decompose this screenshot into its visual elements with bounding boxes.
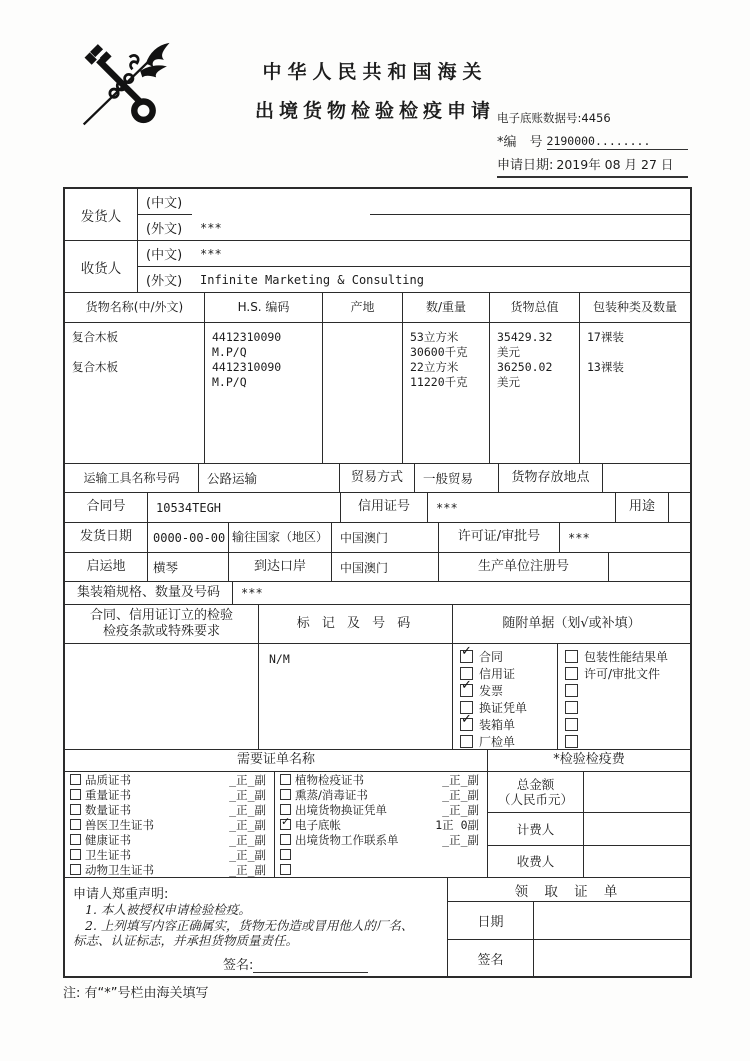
fee-calc-value [584, 813, 690, 845]
trade-mode-label: 贸易方式 [339, 464, 414, 492]
foreign-name-label: (外文) [146, 222, 183, 237]
checkbox-icon [280, 834, 291, 845]
form-title: 出境货物检验检疫申请 [254, 100, 495, 122]
cert-label: 出境货物换证凭单 [295, 802, 387, 817]
cert-line [65, 832, 274, 847]
checkbox-mark: ✓ [281, 815, 291, 828]
producer-reg-label: 生产单位注册号 [438, 553, 608, 581]
doc-option [565, 699, 690, 716]
checkbox-icon [70, 834, 81, 845]
use-label: 用途 [615, 493, 668, 522]
doc-option-label: 许可/审批文件 [584, 667, 661, 681]
doc-option [565, 665, 690, 682]
checkbox-icon [280, 849, 291, 860]
cert-line [65, 787, 274, 802]
checkbox-icon [70, 849, 81, 860]
marks-header: 标 记 及 号 码 [258, 605, 452, 643]
terms-header-line2: 检疫条款或特殊要求 [102, 624, 220, 639]
destination-label: 输往国家（地区） [228, 523, 331, 552]
cert-label: 熏蒸/消毒证书 [295, 787, 368, 802]
cert-label: 动物卫生证书 [85, 862, 154, 877]
checkbox-icon [70, 804, 81, 815]
consignor-label: 发货人 [80, 208, 122, 225]
cert-line [275, 787, 487, 802]
goods-col-header-origin: 产地 [322, 293, 402, 322]
cert-section-header [65, 749, 690, 771]
goods-qty-column [402, 323, 489, 463]
origin-place-label: 启运地 [86, 558, 126, 574]
goods-origin-column [322, 323, 402, 463]
cert-counts: _正_副 [442, 787, 479, 802]
receive-cert-cell [447, 878, 690, 976]
fee-total-label [488, 772, 584, 812]
receive-date-value [534, 902, 690, 939]
cert-line [275, 847, 487, 862]
currency: 美元 [497, 345, 520, 359]
departure-row [65, 552, 690, 581]
goods-col-header-hs: H.S. 编码 [204, 293, 322, 322]
blank-line [65, 345, 204, 360]
checkbox-mark: ✓ [461, 678, 472, 693]
trade-mode-value: 一般贸易 [414, 464, 498, 492]
doc-option [565, 733, 690, 749]
doc-option [460, 699, 557, 716]
packing: 13裸装 [587, 360, 624, 374]
goods-table-header [65, 292, 690, 322]
terms-header-line1: 合同、信用证订立的检验 [89, 607, 233, 623]
cert-line [275, 772, 487, 787]
goods-col-header-pack: 包装种类及数量 [579, 293, 690, 322]
vehicle-value: 公路运输 [198, 464, 339, 492]
doc-option-label: 发票 [479, 684, 504, 698]
goods-col-header-qty: 数/重量 [402, 293, 489, 322]
declaration-cell [65, 878, 447, 976]
hs-code: 4412310090 [212, 330, 282, 344]
attached-docs-col2 [557, 644, 690, 749]
cert-line [275, 817, 487, 832]
application-date-label: 申请日期: [497, 158, 554, 173]
cert-label: 出境货物工作联系单 [295, 832, 399, 847]
fee-total-label-line2: （人民币元） [497, 792, 573, 807]
destination-value: 中国澳门 [331, 523, 438, 552]
cert-counts: _正_副 [229, 832, 266, 847]
doc-option [460, 644, 557, 665]
checkbox-icon [280, 864, 291, 875]
fee-total-row [488, 772, 690, 812]
container-row [65, 581, 690, 604]
header-right-block [497, 110, 688, 178]
arrival-port-value: 中国澳门 [331, 553, 438, 581]
cert-label: 品质证书 [85, 772, 131, 787]
quantity-volume: 22立方米 [410, 360, 459, 374]
checkbox-icon [280, 789, 291, 800]
goods-value-column [489, 323, 579, 463]
chinese-name-label: (中文) [146, 196, 183, 211]
attached-docs-cell [452, 644, 690, 749]
goods-col-header-name: 货物名称(中/外文) [85, 300, 184, 314]
checkbox-icon [565, 667, 578, 680]
serial-field [497, 131, 688, 150]
cert-line [65, 862, 274, 877]
checkbox-icon [460, 712, 473, 731]
consignee-cn-value: *** [200, 246, 222, 261]
consignee-cn-row [138, 241, 690, 266]
quantity-volume: 53立方米 [410, 330, 459, 344]
cert-counts: _正_副 [229, 802, 266, 817]
cert-line [275, 832, 487, 847]
contract-label: 合同号 [86, 499, 126, 515]
marks-section-header [65, 604, 690, 643]
storage-label: 货物存放地点 [498, 464, 602, 492]
doc-option [565, 716, 690, 733]
marks-section-body [65, 643, 690, 749]
ship-date-label: 发货日期 [79, 529, 132, 545]
cert-label: 卫生证书 [85, 847, 131, 862]
consignee-label: 收货人 [80, 260, 122, 277]
cert-counts: _正_副 [442, 832, 479, 847]
foreign-name-label: (外文) [146, 274, 183, 289]
cert-counts: _正_副 [229, 862, 266, 877]
serial-value: 2190000........ [547, 134, 688, 150]
consignor-fn-value: *** [200, 220, 222, 235]
org-title: 中华人民共和国海关 [262, 61, 488, 83]
declaration-title: 申请人郑重声明: [73, 887, 169, 902]
checkbox-mark: ✓ [461, 712, 472, 727]
checkbox-icon [565, 701, 578, 714]
fee-collect-row [488, 845, 690, 877]
cert-counts: _正_副 [442, 802, 479, 817]
cert-line [275, 802, 487, 817]
container-label: 集装箱规格、数量及号码 [76, 584, 220, 600]
container-value: *** [232, 582, 690, 604]
hs-code-suffix: M.P/Q [212, 375, 247, 389]
declaration-row [65, 877, 690, 976]
quantity-weight: 30600千克 [410, 345, 468, 359]
checkbox-icon [70, 774, 81, 785]
fee-total-value [584, 772, 690, 812]
declaration-signature-blank [253, 958, 368, 973]
cert-line [65, 817, 274, 832]
cert-counts: 1正 0副 [435, 817, 479, 832]
goods-hs-column [204, 323, 322, 463]
fee-collect-value [584, 846, 690, 877]
application-date-value: 2019年 08 月 27 日 [556, 157, 674, 172]
storage-value [602, 464, 690, 492]
terms-header [65, 605, 258, 643]
goods-col-header-value: 货物总值 [489, 293, 579, 322]
contract-row [65, 492, 690, 522]
checkbox-icon [280, 804, 291, 815]
doc-option [565, 648, 690, 665]
cert-list-right [274, 772, 487, 877]
goods-name: 复合木板 [72, 360, 118, 374]
checkbox-icon [565, 735, 578, 748]
checkbox-icon [460, 678, 473, 697]
checkbox-icon [70, 789, 81, 800]
consignee-fn-value: Infinite Marketing & Consulting [200, 272, 424, 287]
form-table [63, 187, 692, 978]
cert-line [65, 772, 274, 787]
cert-counts: _正_副 [229, 772, 266, 787]
producer-reg-value [608, 553, 690, 581]
application-date-field [497, 154, 688, 178]
cert-counts: _正_副 [229, 787, 266, 802]
checkbox-icon [70, 819, 81, 830]
hs-code-suffix: M.P/Q [212, 345, 247, 359]
declaration-line1: 1. 本人被授权申请检验检疫。 [85, 902, 251, 917]
goods-name-column [65, 323, 204, 463]
cert-label: 兽医卫生证书 [85, 817, 154, 832]
doc-option [460, 733, 557, 749]
checkbox-icon [565, 718, 578, 731]
footer-note: 注: 有“*”号栏由海关填写 [63, 986, 209, 1001]
cert-list-header: 需要证单名称 [236, 752, 315, 768]
consignee-fields [137, 241, 690, 292]
checkbox-mark: ✓ [461, 644, 472, 659]
attached-docs-col1 [453, 644, 557, 749]
marks-value-cell [258, 644, 452, 749]
transport-row [65, 463, 690, 492]
fees-header: *检验检疫费 [487, 750, 690, 771]
terms-value [65, 644, 258, 749]
fees-cell [487, 772, 690, 877]
cert-line [275, 862, 487, 877]
fee-total-label-line1: 总金额 [516, 777, 555, 792]
doc-option-label: 换证凭单 [479, 701, 528, 715]
receive-date-row [448, 902, 690, 940]
currency: 美元 [497, 375, 520, 389]
cert-label: 健康证书 [85, 832, 131, 847]
eledger-number: 电子底账数据号:4456 [497, 111, 611, 125]
fee-calc-label: 计费人 [488, 813, 584, 845]
marks-value: N/M [269, 652, 290, 666]
checkbox-icon [70, 864, 81, 875]
declaration-signature-field [223, 954, 437, 973]
checkbox-icon [460, 735, 473, 748]
redaction-overlay [192, 191, 370, 218]
cert-line [65, 847, 274, 862]
cert-label: 数量证书 [85, 802, 131, 817]
consignor-block [65, 189, 690, 240]
cert-label: 植物检疫证书 [295, 772, 364, 787]
receive-sign-row [448, 940, 690, 976]
cert-list-left [65, 772, 274, 877]
fee-calc-row [488, 812, 690, 845]
cert-counts: _正_副 [229, 847, 266, 862]
serial-label: *编 号 [497, 135, 543, 150]
packing: 17裸装 [587, 330, 624, 344]
cert-counts: _正_副 [229, 817, 266, 832]
contract-value: 10534TEGH [147, 493, 340, 522]
doc-option-label: 厂检单 [479, 735, 516, 749]
ship-date-value: 0000-00-00 [147, 523, 228, 552]
goods-table-body [65, 322, 690, 463]
arrival-port-label: 到达口岸 [228, 553, 331, 581]
cert-label: 电子底帐 [295, 817, 341, 832]
consignee-block [65, 240, 690, 292]
attached-docs-header: 随附单据（划√或补填） [452, 605, 690, 643]
total-value: 35429.32 [497, 330, 553, 344]
goods-pack-column [579, 323, 690, 463]
receive-sign-label: 签名 [448, 940, 534, 976]
cert-label: 重量证书 [85, 787, 131, 802]
lc-value: *** [427, 493, 615, 522]
permit-value: *** [559, 523, 690, 552]
checkbox-icon [460, 644, 473, 663]
checkbox-icon [280, 815, 291, 830]
cert-counts: _正_副 [442, 772, 479, 787]
chinese-name-label: (中文) [146, 248, 183, 263]
checkbox-icon [280, 774, 291, 785]
doc-option [460, 665, 557, 682]
checkbox-icon [565, 650, 578, 663]
origin-place-value: 横琴 [147, 553, 228, 581]
quantity-weight: 11220千克 [410, 375, 468, 389]
consignee-fn-row [138, 266, 690, 292]
doc-option [565, 682, 690, 699]
declaration-line3: 标志、认证标志，并承担货物质量责任。 [73, 933, 299, 948]
ship-date-row [65, 522, 690, 552]
vehicle-label: 运输工具名称号码 [83, 470, 180, 485]
hs-code: 4412310090 [212, 360, 282, 374]
doc-option [460, 678, 557, 699]
receive-sign-value [534, 940, 690, 976]
total-value: 36250.02 [497, 360, 553, 374]
receive-cert-header: 领 取 证 单 [448, 878, 690, 902]
doc-option-label: 装箱单 [479, 718, 516, 732]
lc-label: 信用证号 [340, 493, 427, 522]
cert-section-body [65, 771, 690, 877]
doc-option [460, 712, 557, 733]
receive-date-label: 日期 [448, 902, 534, 939]
doc-option-label: 包装性能结果单 [584, 650, 669, 664]
checkbox-icon [565, 684, 578, 697]
doc-option-label: 信用证 [479, 667, 516, 681]
permit-label: 许可证/审批号 [438, 523, 559, 552]
blank-line [580, 345, 690, 360]
cert-line [65, 802, 274, 817]
doc-option-label: 合同 [479, 650, 504, 664]
goods-name: 复合木板 [72, 330, 118, 344]
declaration-line2: 2. 上列填写内容正确属实，货物无伪造或冒用他人的厂名、 [85, 917, 414, 933]
fee-collect-label: 收费人 [488, 846, 584, 877]
declaration-signature-label: 签名: [223, 957, 254, 973]
use-value [668, 493, 690, 522]
